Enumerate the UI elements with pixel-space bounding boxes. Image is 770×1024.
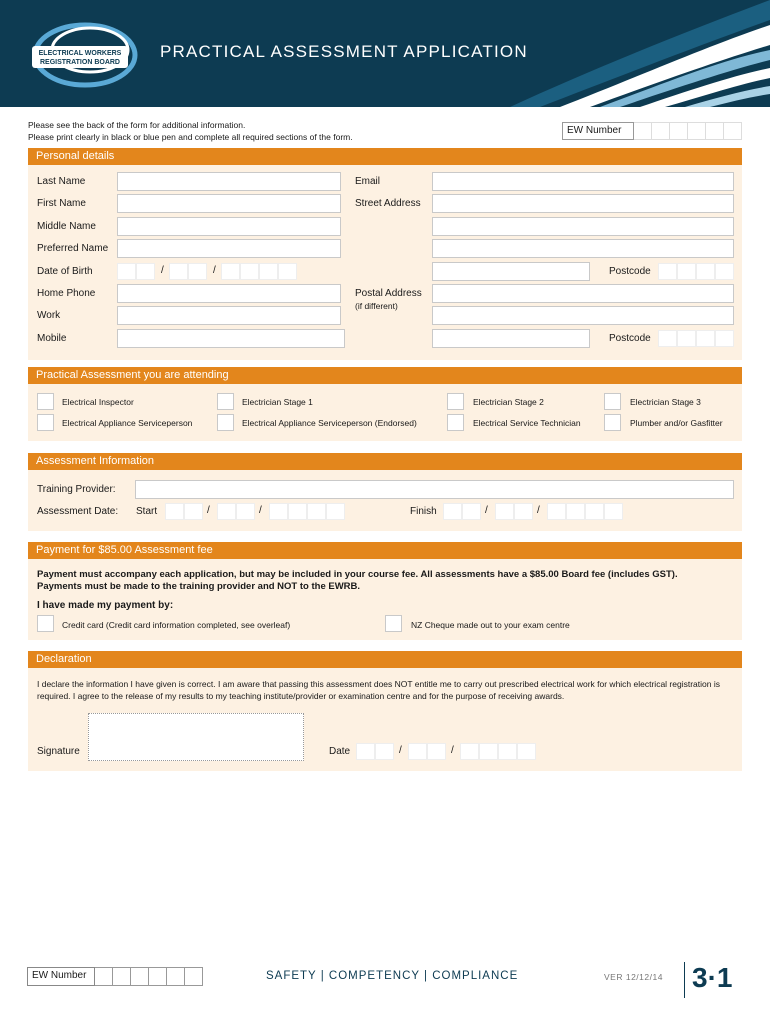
finish-month[interactable]: [495, 503, 533, 520]
intro-line-2: Please print clearly in black or blue pen and complete all required sections of the form.: [28, 132, 353, 142]
option-label: Electrical Inspector: [62, 397, 134, 407]
finish-day[interactable]: [443, 503, 481, 520]
version-label: VER 12/12/14: [604, 972, 663, 982]
email-label: Email: [355, 176, 381, 187]
page-title: PRACTICAL ASSESSMENT APPLICATION: [160, 42, 528, 61]
declaration-date-month[interactable]: [408, 743, 446, 760]
declaration-text: I declare the information I have given is correct. I am aware that passing this assessment does NOT entitle me to carry out prescribed electrical work for which electrical registration is required. I agree to the release of my results to my teaching institute/provider or examination centre and for the purpose of receiving awards.: [37, 679, 720, 701]
option-checkbox[interactable]: [604, 414, 621, 431]
option-label: Electrical Appliance Serviceperson (Endorsed): [242, 418, 417, 428]
ew-digit[interactable]: [634, 122, 652, 140]
option-label: Plumber and/or Gasfitter: [630, 418, 723, 428]
first-name-input[interactable]: [117, 194, 341, 213]
street-address-label: Street Address: [355, 198, 421, 209]
option-checkbox[interactable]: [37, 414, 54, 431]
preferred-name-label: Preferred Name: [37, 243, 109, 254]
payment-note-2: Payments must be made to the training provider and NOT to the EWRB.: [37, 581, 361, 592]
tagline: SAFETY | COMPETENCY | COMPLIANCE: [266, 970, 519, 982]
finish-label: Finish: [410, 506, 437, 517]
svg-text:REGISTRATION BOARD: REGISTRATION BOARD: [40, 59, 120, 66]
option-checkbox[interactable]: [217, 393, 234, 410]
page-number: 3·1: [692, 962, 733, 993]
postal-address-input[interactable]: [432, 284, 734, 303]
street-address-line-4[interactable]: [432, 262, 590, 281]
mobile-label: Mobile: [37, 333, 67, 344]
postcode-input[interactable]: [658, 263, 734, 280]
declaration-date-year[interactable]: [460, 743, 536, 760]
postcode-2-label: Postcode: [609, 333, 651, 344]
ew-digit[interactable]: [652, 122, 670, 140]
start-year[interactable]: [269, 503, 345, 520]
first-name-label: First Name: [37, 198, 86, 209]
section-heading: Declaration: [28, 651, 742, 668]
last-name-input[interactable]: [117, 172, 341, 191]
ew-digit[interactable]: [185, 967, 203, 986]
middle-name-input[interactable]: [117, 217, 341, 236]
practical-assessment-section: [28, 367, 742, 441]
dob-day[interactable]: [117, 263, 155, 280]
training-provider-label: Training Provider:: [37, 484, 116, 495]
ew-digit[interactable]: [95, 967, 113, 986]
footer-ew-label: EW Number: [27, 967, 95, 986]
svg-text:ELECTRICAL WORKERS: ELECTRICAL WORKERS: [38, 50, 122, 57]
option-checkbox[interactable]: [447, 414, 464, 431]
payment-note-1: Payment must accompany each application, but may be included in your course fee. All assessments have a $85.00 Board fee (includes GST).: [37, 569, 678, 580]
credit-card-label: Credit card (Credit card information completed, see overleaf): [62, 620, 291, 630]
ew-digit[interactable]: [131, 967, 149, 986]
ew-number-label: EW Number: [562, 122, 634, 140]
work-phone-input[interactable]: [117, 306, 341, 325]
work-label: Work: [37, 310, 61, 321]
date-label: Date: [329, 746, 351, 757]
option-checkbox[interactable]: [604, 393, 621, 410]
personal-details-section: Personal details Last Name First Name Middle Name Preferred Name Date of Birth / / Home Phone Work Mobile Email Street Address Postcode Postal Address (if different) Postcode: [28, 148, 742, 360]
declaration-section: Declaration I declare the information I have given is correct. I am aware that passing this assessment does NOT entitle me to carry out prescribed electrical work for which electrical registration is required. I agree to the release of my results to my teaching institute/provider or examination centre and for the purpose of receiving awards. Signature Date / /: [28, 651, 742, 771]
street-address-line-2[interactable]: [432, 217, 734, 236]
last-name-label: Last Name: [37, 176, 86, 187]
signature-box[interactable]: [88, 713, 304, 761]
signature-label: Signature: [37, 746, 80, 757]
dob-month[interactable]: [169, 263, 207, 280]
intro-text: [28, 119, 353, 143]
mobile-input[interactable]: [117, 329, 345, 348]
declaration-date-day[interactable]: [356, 743, 394, 760]
ew-digit[interactable]: [724, 122, 742, 140]
payment-made-by-label: I have made my payment by:: [37, 600, 174, 611]
postal-address-line-3[interactable]: [432, 329, 590, 348]
start-label: Start: [136, 506, 158, 517]
section-heading: Assessment Information: [28, 453, 742, 470]
postcode-label: Postcode: [609, 266, 651, 277]
option-label: Electrical Appliance Serviceperson: [62, 418, 193, 428]
middle-name-label: Middle Name: [37, 221, 96, 232]
ew-digit[interactable]: [688, 122, 706, 140]
ew-digit[interactable]: [149, 967, 167, 986]
assessment-info-section: Assessment Information Training Provider: Assessment Date: Start / / Finish / /: [28, 453, 742, 531]
home-phone-label: Home Phone: [37, 288, 96, 299]
ewrb-logo: [30, 20, 140, 90]
dob-year[interactable]: [221, 263, 297, 280]
postal-address-line-2[interactable]: [432, 306, 734, 325]
start-month[interactable]: [217, 503, 255, 520]
home-phone-input[interactable]: [117, 284, 341, 303]
intro-line-1: Please see the back of the form for additional information.: [28, 120, 246, 130]
credit-card-checkbox[interactable]: [37, 615, 54, 632]
postcode-2-input[interactable]: [658, 330, 734, 347]
street-address-input[interactable]: [432, 194, 734, 213]
option-checkbox[interactable]: [37, 393, 54, 410]
email-input[interactable]: [432, 172, 734, 191]
ew-digit[interactable]: [706, 122, 724, 140]
option-label: Electrical Service Technician: [473, 418, 581, 428]
dob-label: Date of Birth: [37, 266, 93, 277]
street-address-line-3[interactable]: [432, 239, 734, 258]
section-heading: Payment for $85.00 Assessment fee: [28, 542, 742, 559]
postal-address-label: Postal Address: [355, 288, 422, 299]
option-checkbox[interactable]: [447, 393, 464, 410]
option-checkbox[interactable]: [217, 414, 234, 431]
option-label: Electrician Stage 1: [242, 397, 313, 407]
preferred-name-input[interactable]: [117, 239, 341, 258]
postal-if-different: (if different): [355, 301, 398, 311]
start-day[interactable]: [165, 503, 203, 520]
ew-number-top: [562, 122, 742, 140]
ew-number-footer: [27, 967, 203, 986]
option-label: Electrician Stage 2: [473, 397, 544, 407]
cheque-label: NZ Cheque made out to your exam centre: [411, 620, 570, 630]
payment-section: [28, 542, 742, 640]
footer-divider: [684, 962, 685, 998]
cheque-checkbox[interactable]: [385, 615, 402, 632]
section-heading: Practical Assessment you are attending: [28, 367, 742, 384]
header-banner: [0, 0, 770, 107]
training-provider-input[interactable]: [135, 480, 734, 499]
section-heading: Personal details: [28, 148, 742, 165]
ew-digit[interactable]: [167, 967, 185, 986]
finish-year[interactable]: [547, 503, 623, 520]
option-label: Electrician Stage 3: [630, 397, 701, 407]
assessment-date-label: Assessment Date:: [37, 506, 119, 517]
ew-digit[interactable]: [670, 122, 688, 140]
ew-digit[interactable]: [113, 967, 131, 986]
